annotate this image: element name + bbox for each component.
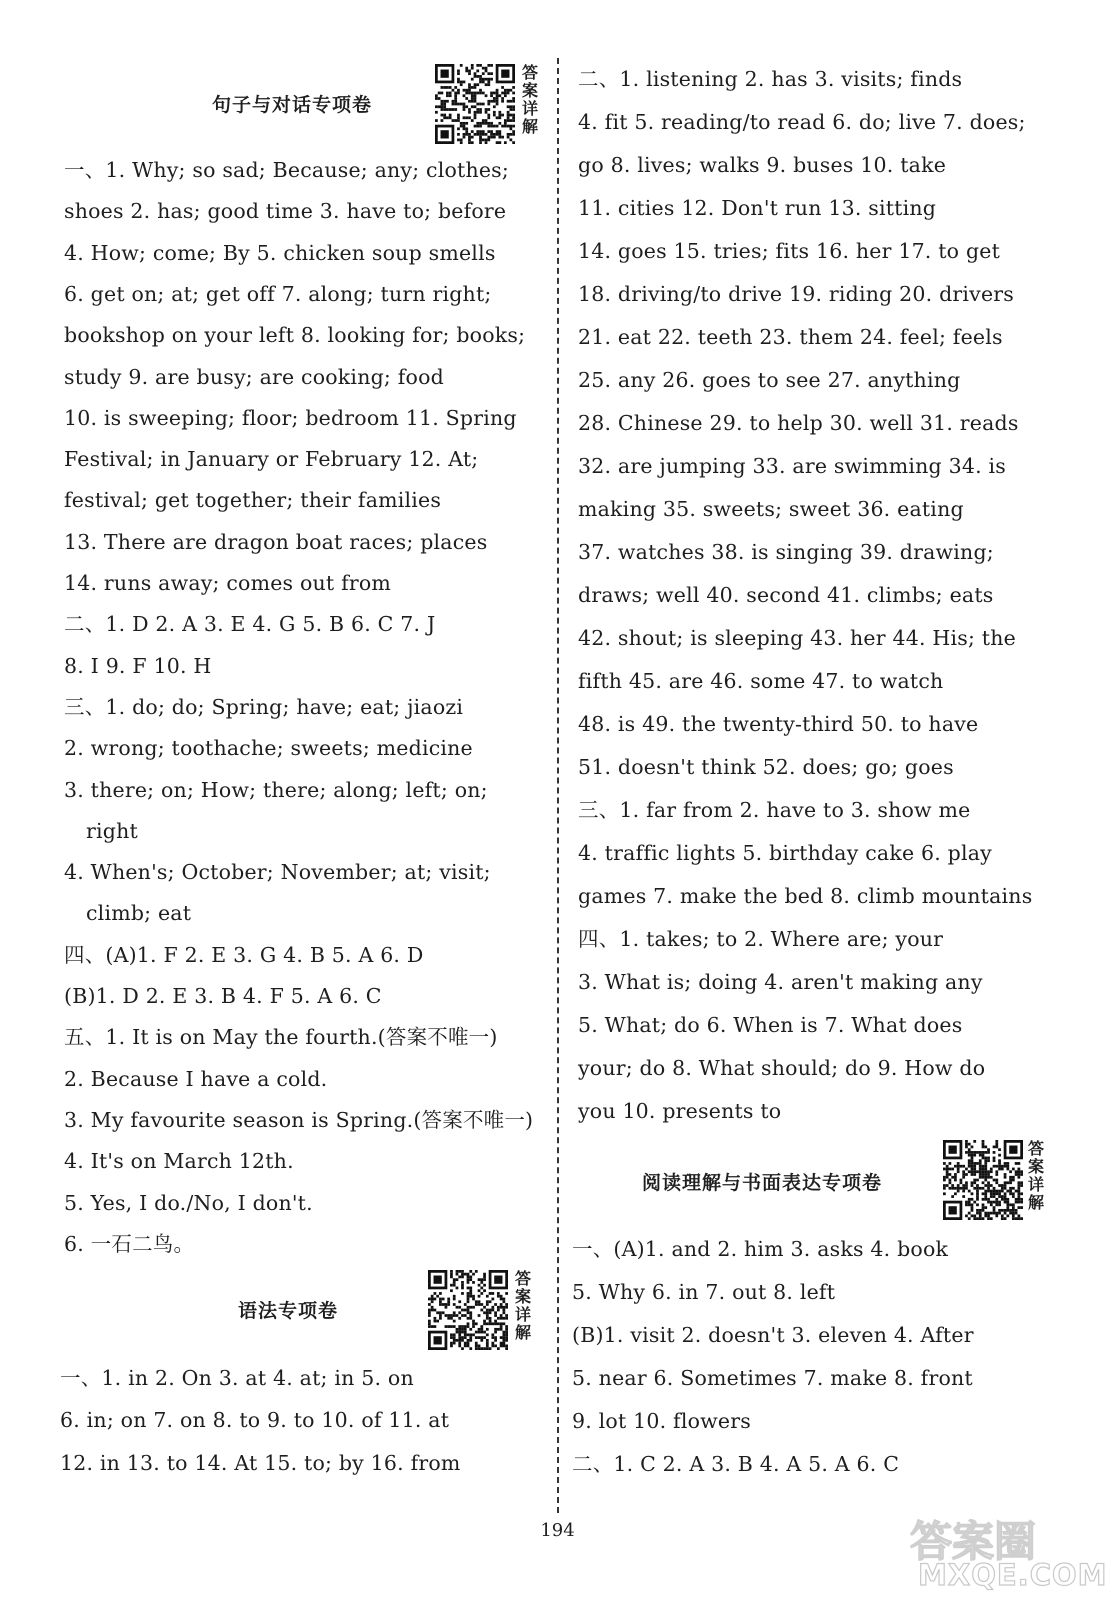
answer-line: 42. shout; is sleeping 43. her 44. His; the — [578, 626, 1016, 650]
answer-line: 3. there; on; How; there; along; left; on; — [64, 777, 488, 802]
answer-line: 48. is 49. the twenty-third 50. to have — [578, 712, 979, 736]
answer-line: 2. wrong; toothache; sweets; medicine — [64, 736, 473, 761]
answer-line: 8. I 9. F 10. H — [64, 653, 212, 678]
reading-section-title: 阅读理解与书面表达专项卷 — [642, 1172, 883, 1194]
answer-line: 4. fit 5. reading/to read 6. do; live 7. does; — [578, 110, 1026, 134]
answer-line: 14. runs away; comes out from — [64, 571, 392, 595]
answer-line: draws; well 40. second 41. climbs; eats — [578, 583, 994, 607]
answer-line: 11. cities 12. Don't run 13. sitting — [578, 196, 937, 220]
answer-line: 4. It's on March 12th. — [64, 1149, 294, 1174]
answer-line: (B)1. visit 2. doesn't 3. eleven 4. After — [572, 1323, 974, 1347]
answer-line: 4. traffic lights 5. birthday cake 6. play — [578, 841, 992, 865]
answer-line: 5. Yes, I do./No, I don't. — [64, 1190, 313, 1215]
qr-answer-label: 答案详解 — [514, 1269, 531, 1342]
answer-line: Festival; in January or February 12. At; — [64, 447, 479, 472]
answer-line: right — [86, 818, 138, 843]
answer-line: study 9. are busy; are cooking; food — [64, 364, 444, 389]
watermark-text: MXQE.COM — [918, 1558, 1108, 1592]
answer-line: 一、1. Why; so sad; Because; any; clothes; — [64, 158, 510, 182]
answer-line: 9. lot 10. flowers — [572, 1409, 751, 1433]
answer-line: 18. driving/to drive 19. riding 20. drivers — [578, 282, 1014, 306]
answer-line: 6. in; on 7. on 8. to 9. to 10. of 11. at — [60, 1408, 450, 1433]
qr-code-icon — [943, 1140, 1023, 1220]
answer-line: 二、1. listening 2. has 3. visits; finds — [578, 67, 963, 91]
answer-line: 5. near 6. Sometimes 7. make 8. front — [572, 1366, 973, 1390]
answer-line: 12. in 13. to 14. At 15. to; by 16. from — [60, 1450, 461, 1475]
answer-line: 一、(A)1. and 2. him 3. asks 4. book — [572, 1237, 949, 1261]
sentences-section-title: 句子与对话专项卷 — [212, 94, 373, 116]
answer-line: 3. What is; doing 4. aren't making any — [578, 970, 983, 994]
answer-line: (B)1. D 2. E 3. B 4. F 5. A 6. C — [64, 984, 382, 1008]
answer-line: making 35. sweets; sweet 36. eating — [578, 497, 964, 521]
answer-line: 21. eat 22. teeth 23. them 24. feel; feels — [578, 325, 1003, 349]
answer-line: 6. get on; at; get off 7. along; turn right; — [64, 281, 492, 306]
answer-line: 14. goes 15. tries; fits 16. her 17. to get — [578, 239, 1001, 263]
answer-line: 五、1. It is on May the fourth.(答案不唯一) — [64, 1025, 498, 1050]
column-divider — [557, 58, 559, 1513]
answer-line: 6. 一石二鸟。 — [64, 1231, 195, 1256]
answer-line: you 10. presents to — [578, 1099, 782, 1123]
page-number: 194 — [540, 1520, 575, 1541]
answer-line: 一、1. in 2. On 3. at 4. at; in 5. on — [60, 1366, 414, 1390]
answer-line: 5. Why 6. in 7. out 8. left — [572, 1280, 836, 1304]
answer-line: 37. watches 38. is singing 39. drawing; — [578, 540, 994, 564]
answer-line: 二、1. C 2. A 3. B 4. A 5. A 6. C — [572, 1452, 900, 1476]
answer-line: 51. doesn't think 52. does; go; goes — [578, 755, 954, 779]
answer-line: bookshop on your left 8. looking for; books; — [64, 323, 526, 348]
grammar-section-title: 语法专项卷 — [238, 1300, 339, 1322]
answer-line: your; do 8. What should; do 9. How do — [578, 1056, 986, 1080]
answer-line: festival; get together; their families — [64, 488, 442, 513]
answer-line: 四、1. takes; to 2. Where are; your — [578, 927, 944, 951]
answer-line: games 7. make the bed 8. climb mountains — [578, 884, 1033, 908]
qr-answer-label: 答案详解 — [521, 63, 538, 136]
answer-line: 13. There are dragon boat races; places — [64, 529, 488, 554]
qr-code-icon — [435, 64, 515, 144]
qr-code-icon — [428, 1270, 508, 1350]
answer-line: 4. How; come; By 5. chicken soup smells — [64, 240, 496, 265]
watermark-logo-text: 答案圈 — [910, 1517, 1037, 1566]
qr-answer-label: 答案详解 — [1027, 1139, 1044, 1212]
answer-line: fifth 45. are 46. some 47. to watch — [578, 669, 944, 693]
answer-line: 三、1. far from 2. have to 3. show me — [578, 798, 971, 822]
answer-line: 二、1. D 2. A 3. E 4. G 5. B 6. C 7. J — [64, 612, 436, 637]
answer-line: 3. My favourite season is Spring.(答案不唯一) — [64, 1107, 534, 1132]
answer-line: 5. What; do 6. When is 7. What does — [578, 1013, 963, 1037]
answer-line: 2. Because I have a cold. — [64, 1066, 328, 1091]
answer-line: 25. any 26. goes to see 27. anything — [578, 368, 961, 392]
answer-line: shoes 2. has; good time 3. have to; before — [64, 199, 507, 224]
answer-line: 28. Chinese 29. to help 30. well 31. reads — [578, 411, 1019, 435]
answer-line: 四、(A)1. F 2. E 3. G 4. B 5. A 6. D — [64, 942, 424, 967]
answer-line: 三、1. do; do; Spring; have; eat; jiaozi — [64, 694, 464, 719]
answer-line: 10. is sweeping; floor; bedroom 11. Spring — [64, 405, 517, 430]
answer-line: 4. When's; October; November; at; visit; — [64, 860, 491, 885]
answer-line: 32. are jumping 33. are swimming 34. is — [578, 454, 1006, 478]
answer-line: climb; eat — [86, 901, 192, 926]
answer-line: go 8. lives; walks 9. buses 10. take — [578, 153, 947, 177]
